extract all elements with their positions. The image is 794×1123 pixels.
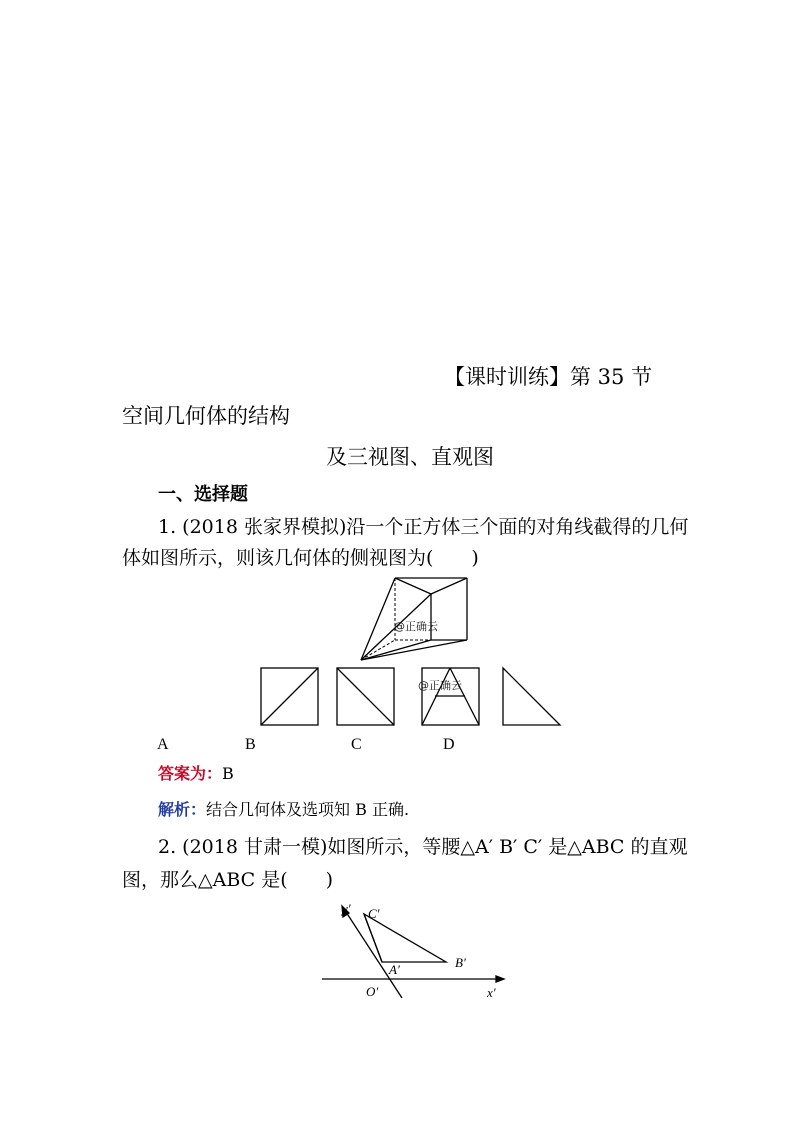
q1-analysis <box>158 799 409 821</box>
answer-label: 答案为： <box>158 764 223 783</box>
q2-line2: 图，那么△ABC 是( ) <box>122 869 334 891</box>
section-heading: 一、选择题 <box>158 484 248 505</box>
analysis-text: 结合几何体及选项知 B 正确. <box>206 800 410 819</box>
q1-answer <box>158 763 234 785</box>
label-a-vertex: A′ <box>389 962 400 977</box>
option-d-figure <box>502 667 562 727</box>
option-a-figure <box>260 667 320 727</box>
option-a-label: A <box>157 736 169 753</box>
answer-value: B <box>222 764 234 783</box>
watermark-1: @正确云 <box>394 620 438 633</box>
q1-line1: 1. (2018 张家界模拟)沿一个正方体三个面的对角线截得的几何 <box>158 516 689 538</box>
label-y-axis: y′ <box>342 901 351 916</box>
analysis-label: 解析： <box>158 800 207 819</box>
q1-line2: 体如图所示，则该几何体的侧视图为( ) <box>122 547 479 569</box>
title-right: 【课时训练】第 35 节 <box>444 365 653 389</box>
label-origin: O′ <box>366 984 379 999</box>
option-c-figure <box>421 667 481 727</box>
option-b-figure <box>336 667 396 727</box>
watermark-2: @正确云 <box>418 679 462 692</box>
option-d-label: D <box>443 736 455 753</box>
q2-line1: 2. (2018 甘肃一模)如图所示，等腰△A′ B′ C′ 是△ABC 的直观 <box>158 836 688 858</box>
title-left: 空间几何体的结构 <box>122 404 290 428</box>
label-c-vertex: C′ <box>368 906 380 921</box>
title-center: 及三视图、直观图 <box>326 445 494 469</box>
label-x-axis: x′ <box>487 985 496 1000</box>
option-b-label: B <box>245 736 256 753</box>
option-c-label: C <box>351 736 362 753</box>
label-b-vertex: B′ <box>455 955 466 970</box>
